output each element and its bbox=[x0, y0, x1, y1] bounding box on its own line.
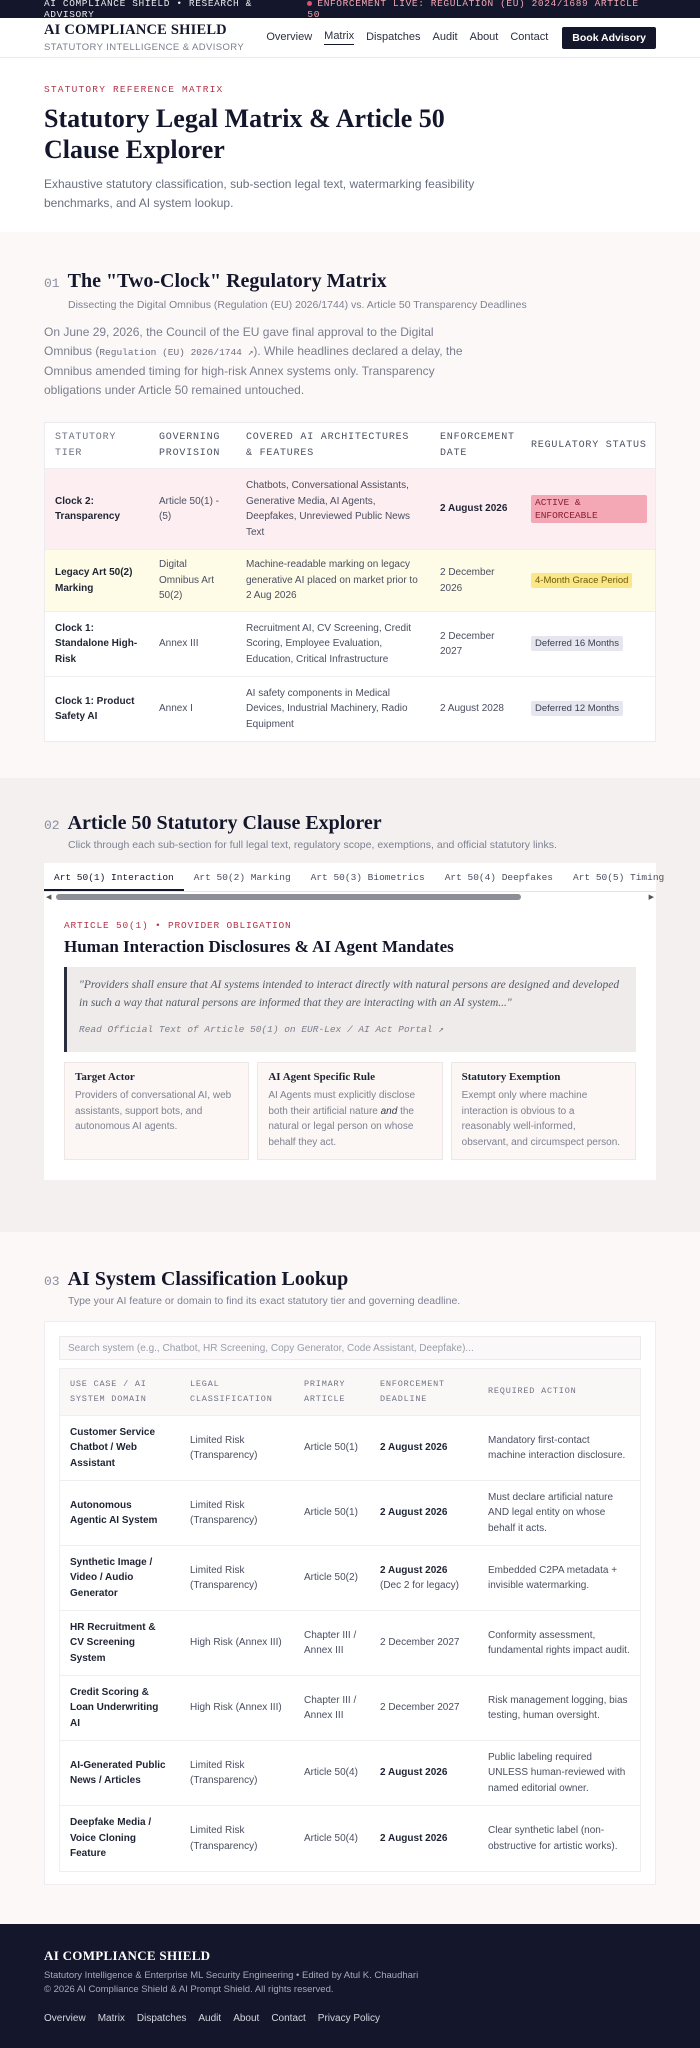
tier-cell: Clock 1: Product Safety AI bbox=[55, 695, 135, 722]
column-header: GOVERNING PROVISION bbox=[159, 432, 221, 459]
table-row bbox=[45, 550, 655, 612]
provision-cell: Annex I bbox=[159, 703, 193, 715]
classification-cell: Limited Risk (Transparency) bbox=[190, 1499, 258, 1526]
deadline-cell: 2 December 2027 bbox=[380, 1637, 460, 1649]
column-header: STATUTORY TIER bbox=[55, 432, 117, 459]
status-badge: ACTIVE & ENFORCEABLE bbox=[531, 495, 647, 523]
enforcement-notice bbox=[307, 0, 656, 20]
footer-link-overview[interactable]: Overview bbox=[44, 2013, 86, 2024]
date-cell: 2 December 2026 bbox=[440, 567, 495, 594]
article-cell: Article 50(2) bbox=[304, 1572, 358, 1584]
action-cell: Embedded C2PA metadata + invisible watermarking. bbox=[488, 1564, 618, 1591]
covered-cell: Chatbots, Conversational Assistants, Generative Media, AI Agents, Deepfakes, Unreviewed Public News Text bbox=[246, 480, 410, 538]
card-text: Exempt only where machine interaction is obvious to a reasonably well-informed, observant, and circumspect person. bbox=[461, 1090, 621, 1148]
use-case-cell: HR Recruitment & CV Screening System bbox=[70, 1621, 156, 1664]
table-row bbox=[60, 1806, 640, 1871]
quote-text: "Providers shall ensure that AI systems intended to interact directly with natural persons are designed and developed in such a way that natural persons are informed that they are interacting with an AI system..." bbox=[79, 979, 620, 1009]
tab-art-50-5[interactable]: Art 50(5) Timing bbox=[573, 872, 665, 883]
body-text: ). While headlines declared a delay, the Omnibus amended timing for high-risk Annex systems only. Transparency obligations under Article 50 remained untouched. bbox=[44, 344, 463, 397]
tab-art-50-4[interactable]: Art 50(4) Deepfakes bbox=[444, 872, 554, 883]
statutory-quote bbox=[64, 967, 636, 1052]
section-title: Article 50 Statutory Clause Explorer bbox=[67, 812, 382, 834]
footer-link-dispatches[interactable]: Dispatches bbox=[136, 2013, 187, 2024]
card-text-part: AI Agents must explicitly disclose both their artificial nature bbox=[268, 1090, 416, 1117]
hero-lede: Exhaustive statutory classification, sub-section legal text, watermarking feasibility benchmarks, and AI system lookup. bbox=[44, 177, 475, 210]
classification-cell: Limited Risk (Transparency) bbox=[190, 1825, 258, 1852]
nav-contact[interactable]: Contact bbox=[510, 30, 549, 43]
scroll-thumb[interactable] bbox=[56, 894, 521, 900]
card-title: AI Agent Specific Rule bbox=[268, 1071, 375, 1083]
classification-table bbox=[59, 1368, 641, 1872]
brand[interactable] bbox=[44, 22, 244, 53]
lookup-panel bbox=[44, 1321, 656, 1885]
hero-kicker: STATUTORY REFERENCE MATRIX bbox=[44, 84, 224, 95]
status-badge: Deferred 16 Months bbox=[531, 636, 623, 651]
covered-cell: Machine-readable marking on legacy generative AI placed on market prior to 2 Aug 2026 bbox=[246, 559, 418, 602]
covered-cell: Recruitment AI, CV Screening, Credit Scoring, Employee Evaluation, Education, Critical Infrastructure bbox=[246, 622, 412, 665]
section-number: 02 bbox=[44, 818, 60, 833]
nav-dispatches[interactable]: Dispatches bbox=[366, 30, 421, 43]
classification-cell: High Risk (Annex III) bbox=[190, 1637, 282, 1649]
table-row bbox=[60, 1741, 640, 1806]
scroll-track[interactable] bbox=[56, 894, 644, 900]
status-cell bbox=[521, 636, 657, 652]
live-dot-icon bbox=[307, 1, 312, 6]
status-cell bbox=[521, 495, 657, 524]
column-header: PRIMARY ARTICLE bbox=[304, 1378, 346, 1404]
article-cell: Chapter III / Annex III bbox=[304, 1694, 357, 1721]
footer-link-privacy[interactable]: Privacy Policy bbox=[317, 2013, 381, 2024]
deadline-cell: 2 August 2026 bbox=[380, 1832, 448, 1844]
column-header: ENFORCEMENT DEADLINE bbox=[380, 1378, 445, 1404]
date-cell: 2 August 2026 bbox=[440, 503, 508, 515]
footer-nav bbox=[44, 2013, 656, 2024]
nav-about[interactable]: About bbox=[469, 30, 499, 43]
card-agent-rule bbox=[257, 1062, 442, 1160]
deadline-cell bbox=[370, 1563, 478, 1594]
main-nav bbox=[266, 27, 656, 49]
section-subtitle: Type your AI feature or domain to find its exact statutory tier and governing deadline. bbox=[68, 1295, 461, 1307]
nav-matrix[interactable]: Matrix bbox=[324, 30, 354, 45]
tier-cell: Clock 2: Transparency bbox=[55, 495, 121, 522]
enforcement-notice-text: ENFORCEMENT LIVE: REGULATION (EU) 2024/1689 ARTICLE 50 bbox=[307, 0, 639, 20]
article-cell: Article 50(4) bbox=[304, 1832, 358, 1844]
date-cell: 2 August 2028 bbox=[440, 703, 504, 715]
table-header-row bbox=[45, 423, 655, 469]
deadline-cell: 2 August 2026 bbox=[380, 1507, 448, 1519]
section-header bbox=[44, 1268, 656, 1291]
clause-explorer bbox=[44, 863, 665, 1180]
hero bbox=[0, 58, 700, 232]
classification-cell: Limited Risk (Transparency) bbox=[190, 1564, 258, 1591]
scroll-left-icon[interactable]: ◀ bbox=[46, 894, 52, 901]
footer-link-contact[interactable]: Contact bbox=[271, 2013, 306, 2024]
classification-lookup-section bbox=[0, 1232, 700, 1924]
provision-cell: Annex III bbox=[159, 638, 199, 650]
footer-link-matrix[interactable]: Matrix bbox=[97, 2013, 125, 2024]
use-case-cell: Autonomous Agentic AI System bbox=[70, 1499, 158, 1526]
card-text-emphasis: and bbox=[380, 1105, 398, 1117]
card-title: Statutory Exemption bbox=[461, 1071, 561, 1083]
site-footer bbox=[0, 1924, 700, 2048]
announcement-left: AI COMPLIANCE SHIELD • RESEARCH & ADVISORY bbox=[44, 0, 252, 20]
official-text-link[interactable]: Read Official Text of Article 50(1) on EUR-Lex / AI Act Portal ↗ bbox=[79, 1024, 444, 1035]
use-case-cell: Customer Service Chatbot / Web Assistant bbox=[70, 1426, 156, 1469]
tier-cell: Clock 1: Standalone High-Risk bbox=[55, 622, 138, 665]
brand-tagline: STATUTORY INTELLIGENCE & ADVISORY bbox=[44, 42, 245, 53]
tab-art-50-3[interactable]: Art 50(3) Biometrics bbox=[310, 872, 425, 883]
status-badge: Deferred 12 Months bbox=[531, 701, 623, 716]
article-cell: Article 50(1) bbox=[304, 1442, 358, 1454]
table-row bbox=[60, 1611, 640, 1676]
use-case-cell: AI-Generated Public News / Articles bbox=[70, 1759, 166, 1786]
footer-brand: AI COMPLIANCE SHIELD bbox=[44, 1948, 211, 1963]
book-advisory-button[interactable]: Book Advisory bbox=[562, 27, 656, 49]
action-cell: Must declare artificial nature AND legal entity on whose behalf it acts. bbox=[488, 1491, 614, 1534]
scroll-right-icon[interactable]: ▶ bbox=[648, 894, 654, 901]
status-cell bbox=[521, 701, 657, 717]
column-header: COVERED AI ARCHITECTURES & FEATURES bbox=[246, 432, 410, 459]
status-badge: 4-Month Grace Period bbox=[531, 573, 632, 588]
article-cell: Article 50(4) bbox=[304, 1767, 358, 1779]
article-cell: Chapter III / Annex III bbox=[304, 1629, 357, 1656]
action-cell: Public labeling required UNLESS human-reviewed with named editorial owner. bbox=[488, 1751, 626, 1794]
column-header: REGULATORY STATUS bbox=[531, 439, 647, 451]
section-header bbox=[44, 270, 656, 293]
table-header-row bbox=[60, 1369, 640, 1416]
table-row bbox=[60, 1676, 640, 1741]
classification-cell: High Risk (Annex III) bbox=[190, 1702, 282, 1714]
tab-art-50-1[interactable]: Art 50(1) Interaction bbox=[44, 863, 184, 891]
action-cell: Clear synthetic label (non-obstructive for artistic works). bbox=[488, 1825, 618, 1852]
provision-cell: Article 50(1) - (5) bbox=[159, 495, 220, 522]
section-number: 01 bbox=[44, 276, 60, 291]
deadline-cell: 2 December 2027 bbox=[380, 1702, 460, 1714]
omnibus-link[interactable]: Regulation (EU) 2026/1744 ↗ bbox=[99, 347, 254, 358]
deadline-note: (Dec 2 for legacy) bbox=[380, 1580, 459, 1591]
covered-cell: AI safety components in Medical Devices, Industrial Machinery, Radio Equipment bbox=[246, 687, 408, 730]
use-case-cell: Deepfake Media / Voice Cloning Feature bbox=[70, 1817, 152, 1860]
section-body bbox=[44, 323, 474, 400]
column-header: REQUIRED ACTION bbox=[488, 1386, 577, 1397]
announcement-bar bbox=[0, 0, 700, 18]
use-case-cell: Synthetic Image / Video / Audio Generator bbox=[70, 1556, 153, 1599]
clause-cards bbox=[64, 1062, 636, 1160]
column-header: LEGAL CLASSIFICATION bbox=[190, 1378, 273, 1404]
tabs-scrollbar[interactable] bbox=[44, 892, 656, 902]
provision-cell: Digital Omnibus Art 50(2) bbox=[159, 559, 215, 602]
card-target-actor bbox=[64, 1062, 249, 1160]
system-search-input[interactable] bbox=[59, 1336, 641, 1360]
action-cell: Mandatory first-contact machine interaction disclosure. bbox=[488, 1434, 626, 1461]
deadline-cell: 2 August 2026 bbox=[380, 1767, 448, 1779]
clause-tabs bbox=[44, 863, 665, 892]
regulatory-matrix-section bbox=[0, 232, 700, 778]
footer-copyright: © 2026 AI Compliance Shield & AI Prompt Shield. All rights reserved. bbox=[44, 1984, 334, 1995]
section-title: The "Two-Clock" Regulatory Matrix bbox=[67, 270, 387, 292]
nav-overview[interactable]: Overview bbox=[266, 30, 313, 43]
card-text: Providers of conversational AI, web assistants, support bots, and autonomous AI agents. bbox=[75, 1090, 232, 1132]
brand-title[interactable]: AI COMPLIANCE SHIELD bbox=[44, 22, 227, 38]
section-number: 03 bbox=[44, 1274, 60, 1289]
action-cell: Conformity assessment, fundamental rights impact audit. bbox=[488, 1629, 630, 1656]
section-subtitle: Dissecting the Digital Omnibus (Regulation (EU) 2026/1744) vs. Article 50 Transparency Deadlines bbox=[68, 299, 527, 311]
page-title: Statutory Legal Matrix & Article 50 Clause Explorer bbox=[44, 104, 445, 164]
classification-cell: Limited Risk (Transparency) bbox=[190, 1759, 258, 1786]
tier-cell: Legacy Art 50(2) Marking bbox=[55, 567, 133, 594]
action-cell: Risk management logging, bias testing, human oversight. bbox=[488, 1694, 628, 1721]
column-header: ENFORCEMENT DATE bbox=[440, 432, 515, 459]
regulatory-matrix-table bbox=[44, 422, 656, 742]
deadline-cell: 2 August 2026 bbox=[380, 1442, 448, 1454]
clause-explorer-section bbox=[0, 778, 700, 1232]
footer-tagline: Statutory Intelligence & Enterprise ML Security Engineering • Edited by Atul K. Chaudhari bbox=[44, 1970, 419, 1981]
nav-audit[interactable]: Audit bbox=[432, 30, 458, 43]
section-header bbox=[44, 812, 656, 835]
article-cell: Article 50(1) bbox=[304, 1507, 358, 1519]
use-case-cell: Credit Scoring & Loan Underwriting AI bbox=[70, 1686, 159, 1729]
table-row bbox=[60, 1416, 640, 1481]
table-row bbox=[60, 1546, 640, 1611]
table-row bbox=[60, 1481, 640, 1546]
site-header bbox=[0, 18, 700, 58]
date-cell: 2 December 2027 bbox=[440, 630, 495, 657]
footer-link-about[interactable]: About bbox=[233, 2013, 260, 2024]
classification-cell: Limited Risk (Transparency) bbox=[190, 1434, 258, 1461]
card-title: Target Actor bbox=[75, 1071, 135, 1083]
panel-title: Human Interaction Disclosures & AI Agent Mandates bbox=[64, 937, 454, 956]
column-header: USE CASE / AI SYSTEM DOMAIN bbox=[70, 1378, 147, 1404]
clause-panel bbox=[44, 902, 656, 1180]
table-row bbox=[45, 469, 655, 550]
card-text-part: the natural or legal person on whose behalf they act. bbox=[268, 1105, 414, 1148]
deadline-date: 2 August 2026 bbox=[380, 1564, 448, 1576]
panel-kicker: ARTICLE 50(1) • PROVIDER OBLIGATION bbox=[64, 920, 292, 931]
card-exemption bbox=[451, 1062, 636, 1160]
table-row bbox=[45, 612, 655, 677]
status-cell bbox=[521, 573, 657, 589]
card-text bbox=[268, 1088, 431, 1150]
section-subtitle: Click through each sub-section for full legal text, regulatory scope, exemptions, and official statutory links. bbox=[68, 839, 557, 851]
tab-art-50-2[interactable]: Art 50(2) Marking bbox=[193, 872, 291, 883]
footer-link-audit[interactable]: Audit bbox=[198, 2013, 222, 2024]
table-row bbox=[45, 677, 655, 741]
section-title: AI System Classification Lookup bbox=[67, 1268, 349, 1290]
body-text: On June 29, 2026, the Council of the EU gave final approval to the Digital Omnibus ( bbox=[44, 325, 434, 358]
